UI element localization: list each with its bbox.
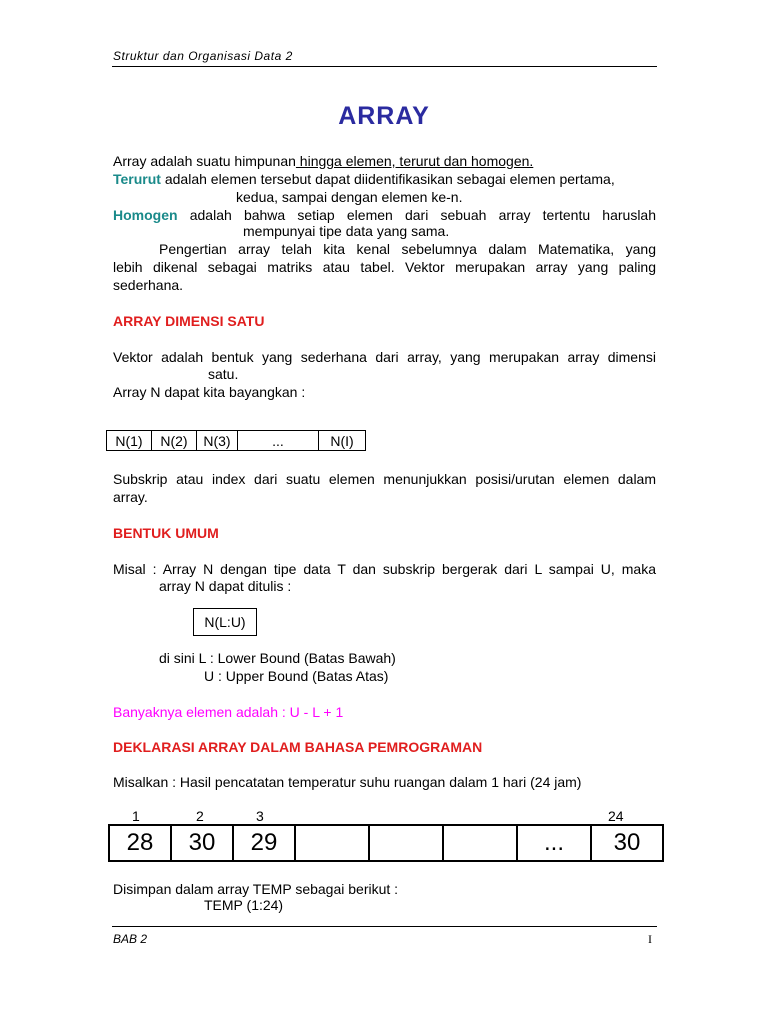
temp-cell	[369, 825, 443, 861]
array-cell: N(I)	[319, 431, 366, 451]
section-heading-array-dimensi-satu: ARRAY DIMENSI SATU	[113, 313, 265, 329]
intro-line-1	[113, 152, 533, 170]
sec3-line-2: Disimpan dalam array TEMP sebagai berikut :	[113, 881, 399, 897]
sec1-line-1: Vektor adalah bentuk yang sederhana dari array, yang merupakan array dimensi	[113, 349, 656, 365]
array-cell: N(1)	[107, 431, 152, 451]
sec3-line-3: TEMP (1:24)	[204, 897, 284, 913]
index-label: 3	[256, 808, 264, 824]
array-n-diagram	[106, 430, 366, 451]
section-heading-bentuk-umum: BENTUK UMUM	[113, 525, 219, 541]
page-title: ARRAY	[338, 102, 430, 130]
lower-bound-line: di sini L : Lower Bound (Batas Bawah)	[159, 650, 396, 666]
temp-cell: ...	[517, 825, 591, 861]
array-cell: N(2)	[152, 431, 197, 451]
subscript-line-1: Subskrip atau index dari suatu elemen menunjukkan posisi/urutan elemen dalam	[113, 471, 656, 487]
homogen-def-2: mempunyai tipe data yang sama.	[243, 223, 450, 239]
temp-cell: 29	[233, 825, 295, 861]
sec1-line-3: Array N dapat kita bayangkan :	[113, 384, 306, 400]
running-header: Struktur dan Organisasi Data 2	[113, 49, 293, 63]
temp-cell: 30	[171, 825, 233, 861]
upper-bound-line: U : Upper Bound (Batas Atas)	[204, 668, 389, 684]
temp-array-diagram	[108, 824, 664, 862]
para-line-2: lebih dikenal sebagai matriks atau tabel. Vektor merupakan array yang paling	[113, 259, 656, 275]
sec3-line-1: Misalkan : Hasil pencatatan temperatur suhu ruangan dalam 1 hari (24 jam)	[113, 774, 582, 790]
homogen-def-1: adalah bahwa setiap elemen dari sebuah array tertentu haruslah	[189, 207, 656, 223]
footer-rule	[112, 926, 657, 927]
n-l-u-box: N(L:U)	[193, 608, 257, 636]
temp-cell: 28	[109, 825, 171, 861]
element-count-formula: Banyaknya elemen adalah : U - L + 1	[113, 704, 344, 720]
temp-cell	[295, 825, 369, 861]
array-cell: ...	[238, 431, 319, 451]
sec1-line-2: satu.	[208, 366, 239, 382]
terurut-def-1: adalah elemen tersebut dapat diidentifikasikan sebagai elemen pertama,	[160, 171, 615, 187]
sec2-line-1: Misal : Array N dengan tipe data T dan subskrip bergerak dari L sampai U, maka	[113, 561, 656, 577]
subscript-line-2: array.	[113, 489, 148, 505]
section-heading-deklarasi: DEKLARASI ARRAY DALAM BAHASA PEMROGRAMAN	[113, 739, 483, 755]
terurut-term: Terurut	[113, 171, 161, 187]
intro-line-1a: Array adalah suatu himpunan	[113, 153, 296, 169]
index-label: 2	[196, 808, 204, 824]
header-rule	[112, 66, 657, 67]
temp-cell	[443, 825, 517, 861]
page-number: I	[648, 932, 652, 946]
intro-line-1b: hingga elemen, terurut dan homogen.	[295, 153, 534, 169]
footer-chapter: BAB 2	[113, 932, 148, 946]
terurut-line-1	[113, 170, 615, 188]
index-label: 24	[608, 808, 624, 824]
temp-cell: 30	[591, 825, 663, 861]
para-line-1: Pengertian array telah kita kenal sebelumnya dalam Matematika, yang	[159, 241, 656, 257]
sec2-line-2: array N dapat ditulis :	[159, 578, 292, 594]
array-cell: N(3)	[197, 431, 238, 451]
terurut-def-2: kedua, sampai dengan elemen ke-n.	[236, 189, 463, 205]
homogen-term: Homogen	[113, 207, 178, 223]
para-line-3: sederhana.	[113, 277, 184, 293]
index-label: 1	[132, 808, 140, 824]
